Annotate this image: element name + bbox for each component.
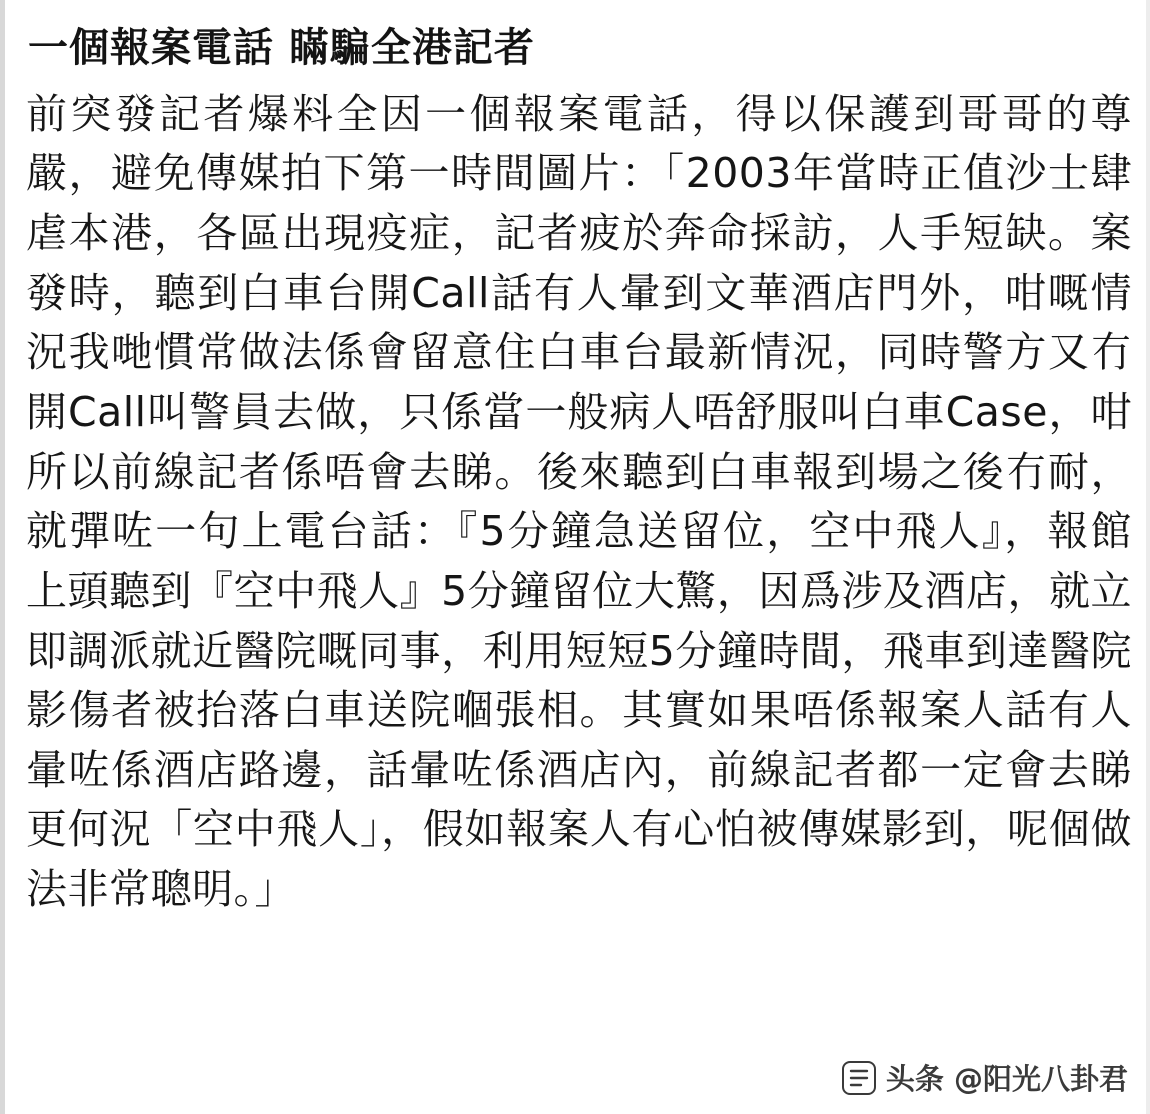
headline-logo-icon: [842, 1061, 876, 1095]
watermark: [842, 1057, 1128, 1098]
article-body: 前突發記者爆料全因一個報案電話，得以保護到哥哥的尊嚴，避免傳媒拍下第一時間圖片：「2003年當時正值沙士肆虐本港，各區出現疫症，記者疲於奔命採訪，人手短缺。案發時，聽到白車台開Call話有人暈到文華酒店門外，咁嘅情況我哋慣常做法係會留意住白車台最新情況，同時警方又冇開Call叫警員去做，只係當一般病人唔舒服叫白車Case，咁所以前線記者係唔會去睇。後來聽到白車報到場之後冇耐，就彈咗一句上電台話：『5分鐘急送留位，空中飛人』，報館上頭聽到『空中飛人』5分鐘留位大驚，因爲涉及酒店，就立即調派就近醫院嘅同事，利用短短5分鐘時間，飛車到達醫院影傷者被抬落白車送院嗰張相。其實如果唔係報案人話有人暈咗係酒店路邊，話暈咗係酒店內，前線記者都一定會去睇更何況「空中飛人」，假如報案人有心怕被傳媒影到，呢個做法非常聰明。」: [26, 89, 1132, 914]
page-title: 一個報案電話 瞞騙全港記者: [28, 25, 535, 71]
watermark-text: 头条 @阳光八卦君: [885, 1062, 1128, 1096]
page-left-edge: [0, 0, 5, 1114]
page-right-edge: [1146, 0, 1150, 1114]
